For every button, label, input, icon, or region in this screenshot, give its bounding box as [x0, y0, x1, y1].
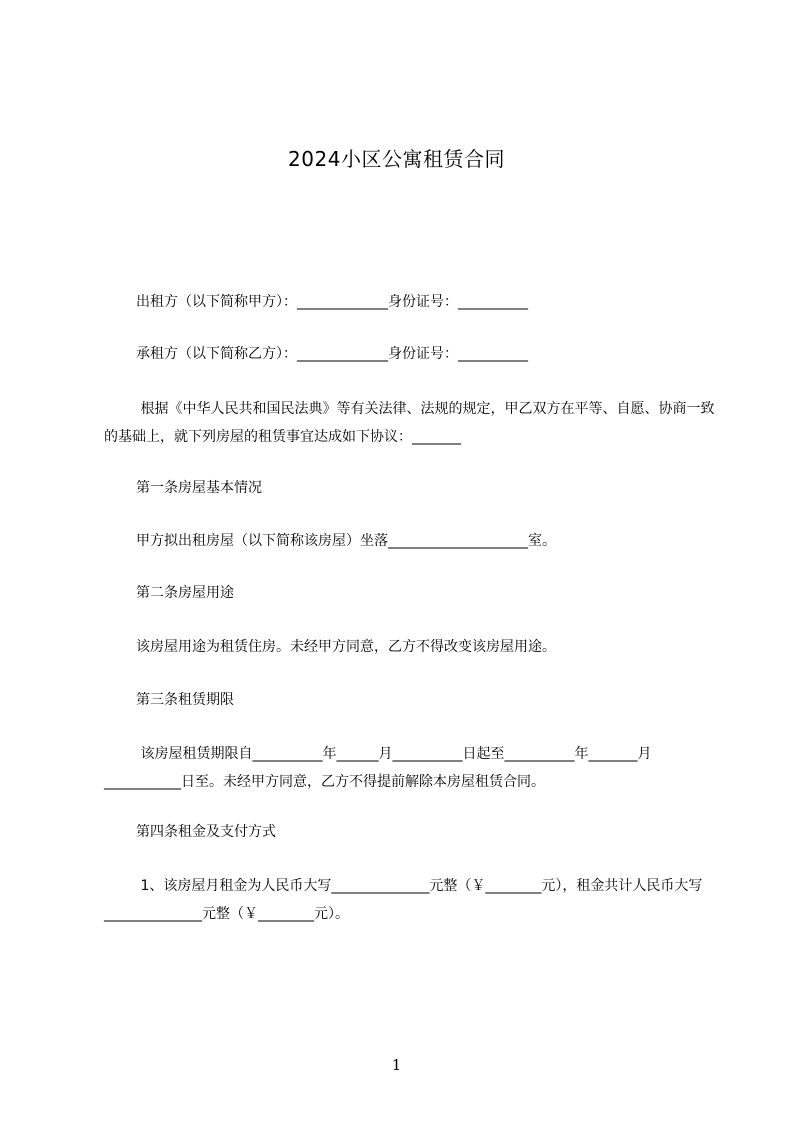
preamble-paragraph: 根据《中华人民共和国民法典》等有关法律、法规的规定，甲乙双方在平等、自愿、协商一致的基础上，就下列房屋的租赁事宜达成如下协议：_______ [104, 401, 715, 445]
article1-heading: 第一条房屋基本情况 [136, 480, 262, 496]
lessor-line: 出租方（以下简称甲方）：_____________身份证号：__________ [136, 294, 528, 310]
document-title: 2024小区公寓租赁合同 [288, 147, 505, 171]
article2-heading: 第二条房屋用途 [136, 585, 234, 601]
article4-item1: 1、该房屋月租金为人民币大写______________元整（￥________元），租金共计人民币大写______________元整（￥________元）。 [104, 878, 703, 922]
page-number: 1 [391, 1056, 402, 1074]
article1-text: 甲方拟出租房屋（以下简称该房屋）坐落____________________室。 [136, 533, 556, 549]
article3-heading: 第三条租赁期限 [136, 692, 234, 708]
article2-text: 该房屋用途为租赁住房。未经甲方同意，乙方不得改变该房屋用途。 [136, 639, 556, 655]
article3-text: 该房屋租赁期限自__________年______月__________日起至__________年_______月___________日至。未经甲方同意，乙方不得提前解除本房屋租赁合同。 [104, 746, 652, 790]
lessee-line: 承租方（以下简称乙方）：_____________身份证号：__________ [136, 346, 528, 362]
article4-heading: 第四条租金及支付方式 [136, 824, 276, 840]
